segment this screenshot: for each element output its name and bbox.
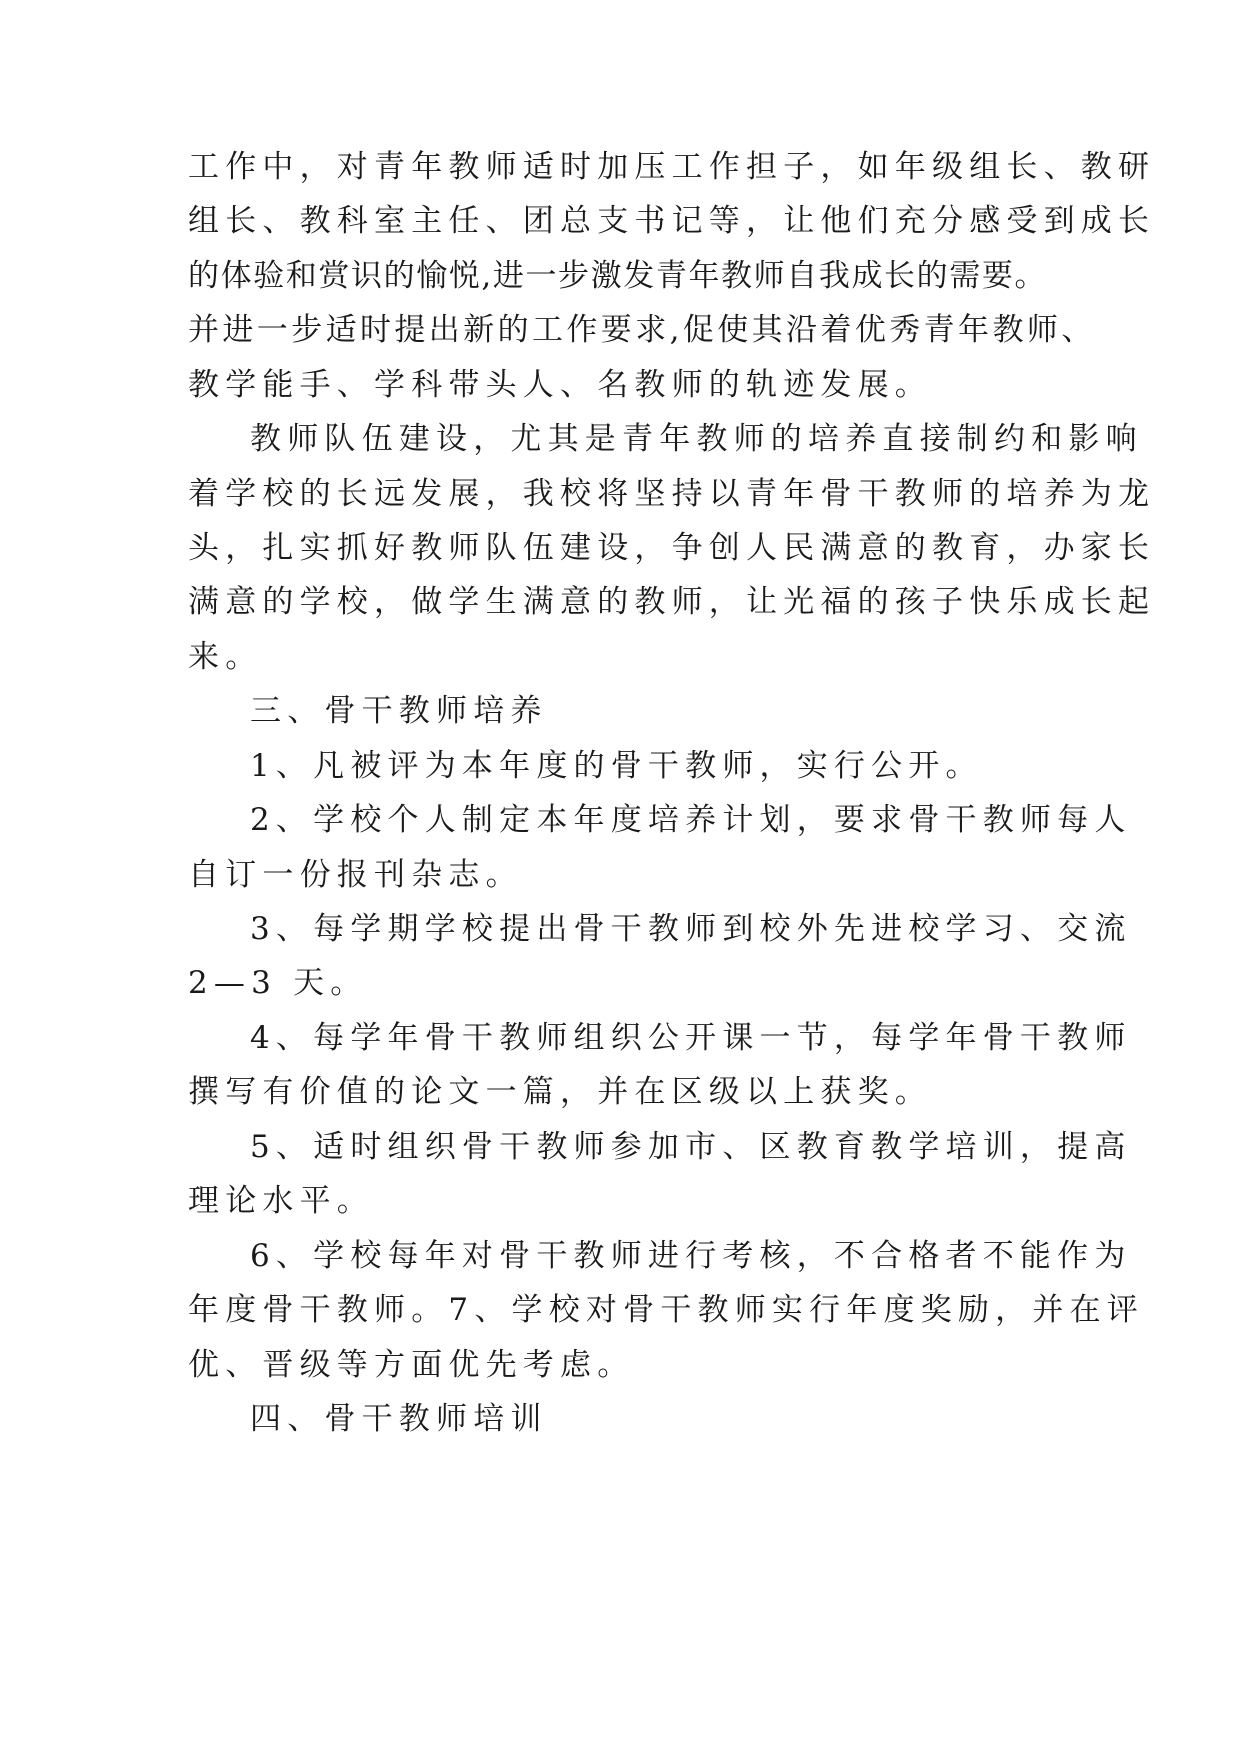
list-item: 1、凡被评为本年度的骨干教师，实行公开。 (250, 748, 983, 784)
text-line: 头，扎实抓好教师队伍建设，争创人民满意的教育，办家长 (188, 530, 1156, 566)
text-line: 工作中，对青年教师适时加压工作担子，如年级组长、教研 (188, 149, 1156, 185)
text-line: 的体验和赏识的愉悦,进一步激发青年教师自我成长的需要。 (188, 258, 1048, 294)
text-line: 并进一步适时提出新的工作要求,促使其沿着优秀青年教师、 (188, 312, 1096, 348)
text-line: 来。 (188, 639, 263, 675)
paragraph-first-line: 教师队伍建设，尤其是青年教师的培养直接制约和影响 (250, 421, 1143, 457)
text-line: 着学校的长远发展，我校将坚持以青年骨干教师的培养为龙 (188, 476, 1156, 512)
text-line: 满意的学校，做学生满意的教师，让光福的孩子快乐成长起 (188, 584, 1156, 620)
text-line: 理论水平。 (188, 1183, 374, 1219)
text-line: 2—3 天。 (188, 965, 368, 1001)
list-item: 6、学校每年对骨干教师进行考核，不合格者不能作为 (250, 1238, 1132, 1274)
text-line: 撰写有价值的论文一篇，并在区级以上获奖。 (188, 1074, 932, 1110)
text-line: 优、晋级等方面优先考虑。 (188, 1347, 635, 1383)
list-item: 5、适时组织骨干教师参加市、区教育教学培训，提高 (250, 1129, 1132, 1165)
section-heading: 三、骨干教师培养 (250, 693, 548, 729)
list-item: 4、每学年骨干教师组织公开课一节，每学年骨干教师 (250, 1020, 1132, 1056)
text-line: 教学能手、学科带头人、名教师的轨迹发展。 (188, 367, 932, 403)
section-heading: 四、骨干教师培训 (250, 1401, 548, 1437)
text-line: 年度骨干教师。7、学校对骨干教师实行年度奖励，并在评 (188, 1292, 1144, 1328)
list-item: 3、每学期学校提出骨干教师到校外先进校学习、交流 (250, 911, 1132, 947)
text-line: 自订一份报刊杂志。 (188, 857, 523, 893)
text-line: 组长、教科室主任、团总支书记等，让他们充分感受到成长 (188, 203, 1156, 239)
list-item: 2、学校个人制定本年度培养计划，要求骨干教师每人 (250, 802, 1132, 838)
